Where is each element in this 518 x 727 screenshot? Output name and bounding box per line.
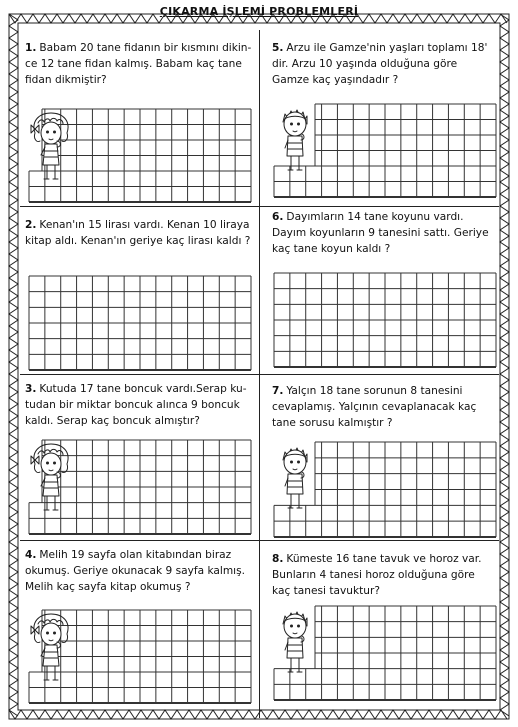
answer-grid-2[interactable]	[29, 276, 252, 371]
problem-text: Kenan'ın 15 lirası vardı. Kenan 10 liraya kitap aldı. Kenan'ın geriye kaç lirası kaldı ?	[25, 219, 251, 247]
problem-3	[25, 381, 252, 429]
thinking-girl-illustration	[29, 111, 73, 185]
problem-number: 5.	[272, 42, 284, 54]
problem-number: 7.	[272, 385, 284, 397]
thinking-girl-illustration	[29, 612, 73, 686]
problem-text: Kümeste 16 tane tavuk ve horoz var. Bunların 4 tanesi horoz olduğuna göre kaç tanesi tavuktur?	[272, 553, 482, 597]
problem-text: Kutuda 17 tane boncuk vardı.Serap kutudan bir miktar boncuk alınca 9 boncuk kaldı. Serap kaç boncuk almıştır?	[25, 383, 247, 427]
problem-text: Dayımların 14 tane koyunu vardı. Dayım koyunların 9 tanesini sattı. Geriye kaç tane koyun kaldı ?	[272, 211, 489, 255]
problem-text: Melih 19 sayfa olan kitabından biraz okumuş. Geriye okunacak 9 sayfa kalmış. Melih kaç sayfa kitap okumuş ?	[25, 549, 246, 593]
answer-grid-6[interactable]	[274, 273, 497, 368]
thinking-boy-illustration	[275, 444, 315, 512]
row-divider-left-1	[20, 206, 259, 207]
row-divider-left-2	[20, 374, 259, 375]
problem-number: 1.	[25, 42, 37, 54]
problem-number: 4.	[25, 549, 37, 561]
problem-text: Arzu ile Gamze'nin yaşları toplamı 18' dir. Arzu 10 yaşında olduğuna göre Gamze kaç yaşındadır ?	[272, 42, 488, 86]
problem-6	[272, 209, 494, 257]
row-divider-right-1	[259, 206, 499, 207]
problem-text: Babam 20 tane fidanın bir kısmını dikince 12 tane fidan kalmış. Babam kaç tane fidan dikmiştir?	[25, 42, 252, 86]
problem-8	[272, 551, 494, 599]
problem-2	[25, 217, 252, 249]
thinking-boy-illustration	[275, 608, 315, 676]
row-divider-right-3	[259, 540, 499, 541]
row-divider-right-2	[259, 374, 499, 375]
problem-number: 8.	[272, 553, 284, 565]
problem-7	[272, 383, 494, 431]
problem-1	[25, 40, 252, 88]
problem-5	[272, 40, 494, 88]
thinking-girl-illustration	[29, 442, 73, 516]
problem-4	[25, 547, 252, 595]
thinking-boy-illustration	[275, 106, 315, 174]
row-divider-left-3	[20, 540, 259, 541]
problem-number: 3.	[25, 383, 37, 395]
problem-number: 6.	[272, 211, 284, 223]
worksheet-title: ÇIKARMA İŞLEMİ PROBLEMLERİ	[159, 5, 359, 18]
problem-text: Yalçın 18 tane sorunun 8 tanesini cevaplamış. Yalçının cevaplanacak kaç tane sorusu kalmıştır ?	[272, 385, 477, 429]
problem-number: 2.	[25, 219, 37, 231]
